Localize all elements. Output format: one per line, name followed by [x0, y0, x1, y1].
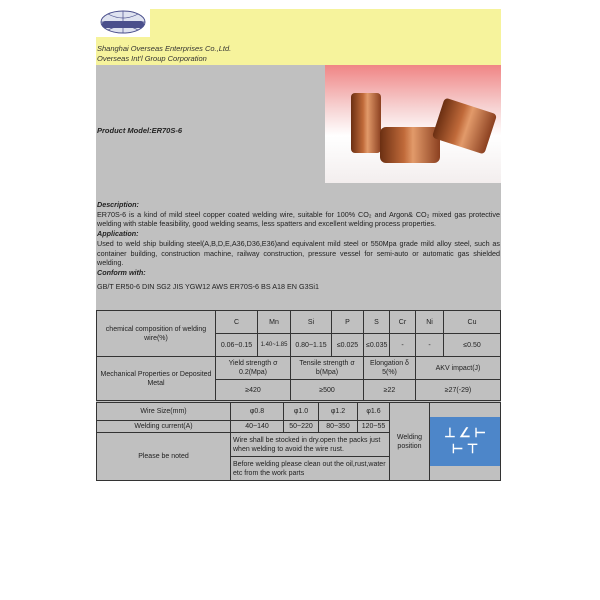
description-section — [97, 200, 500, 291]
mech-header: Tensile strength σ b(Mpa) — [291, 357, 364, 380]
element-value: 1.40~1.85 — [258, 334, 291, 357]
element-header: Si — [291, 311, 332, 334]
description-text: ER70S-6 is a kind of mild steel copper coated welding wire, suitable for 100% CO₂ and Argon& CO₂ mixed gas protective welding with stable feasibility, good welding seams, less spatters and excellent welding process properties. — [97, 209, 500, 229]
element-value: - — [390, 334, 416, 357]
vertical-up-position-icon: ⊢ — [451, 441, 464, 456]
conform-text: GB/T ER50-6 DIN SG2 JIS YGW12 AWS ER70S-6 BS A18 EN G3Si1 — [97, 281, 319, 291]
welding-position-icons — [430, 403, 501, 481]
chemical-composition-table — [96, 310, 501, 401]
wire-size-label: Wire Size(mm) — [97, 403, 231, 421]
mech-header: Yield strength σ 0.2(Mpa) — [216, 357, 291, 380]
welding-current: 80~350 — [319, 421, 358, 433]
welding-current: 40~140 — [231, 421, 284, 433]
company-logo — [96, 9, 150, 37]
welding-position-icon-panel — [430, 417, 500, 466]
overhead-position-icon: ⊤ — [466, 441, 479, 456]
application-text: Used to weld ship building steel(A,B,D,E,A36,D36,E36)and equivalent mild steel or 550Mpa grade mild alloy steel, such as container building, construction machine, railway construction, pressure vessel for semi-auto or automatic gas shielded welding. — [97, 238, 500, 268]
conform-heading: Conform with: — [97, 267, 146, 277]
element-value: 0.80~1.15 — [291, 334, 332, 357]
product-photo — [325, 65, 501, 183]
element-header: Ni — [416, 311, 444, 334]
company-name — [97, 44, 231, 63]
vertical-position-icon: ⊢ — [474, 425, 486, 440]
company-name-line: Overseas Int'l Group Corporation — [97, 53, 207, 63]
note-label: Please be noted — [97, 433, 231, 481]
element-value: 0.06~0.15 — [216, 334, 258, 357]
company-name-line: Shanghai Overseas Enterprises Co.,Ltd. — [97, 44, 232, 53]
wire-size: φ1.6 — [358, 403, 390, 421]
element-header: P — [332, 311, 364, 334]
welding-position-label: Welding position — [390, 403, 430, 481]
element-value: ≤0.025 — [332, 334, 364, 357]
mech-label: Mechanical Properties or Deposited Metal — [97, 357, 216, 401]
product-model: Product Model:ER70S-6 — [97, 126, 183, 135]
mech-header: AKV impact(J) — [416, 357, 501, 380]
chem-label: chemical composition of welding wire(%) — [97, 311, 216, 357]
mech-value: ≥420 — [216, 380, 291, 401]
welding-current: 120~55 — [358, 421, 390, 433]
flat-position-icon: ⊥ — [444, 425, 456, 440]
note-text: Wire shall be stocked in dry.open the packs just when welding to avoid the wire rust. — [231, 433, 390, 457]
welding-current: 50~220 — [284, 421, 319, 433]
mech-header: Elongation δ 5(%) — [364, 357, 416, 380]
element-header: Mn — [258, 311, 291, 334]
mech-value: ≥500 — [291, 380, 364, 401]
horizontal-position-icon: ∠ — [459, 425, 471, 440]
wire-size: φ1.2 — [319, 403, 358, 421]
element-header: S — [364, 311, 390, 334]
welding-current-label: Welding current(A) — [97, 421, 231, 433]
element-header: Cu — [444, 311, 501, 334]
element-value: ≤0.035 — [364, 334, 390, 357]
wire-size: φ0.8 — [231, 403, 284, 421]
content-panel — [96, 65, 501, 480]
element-value: - — [416, 334, 444, 357]
wire-table — [96, 402, 501, 481]
element-header: C — [216, 311, 258, 334]
header-banner — [96, 9, 501, 65]
mech-value: ≥27(-29) — [416, 380, 501, 401]
application-heading: Application: — [97, 229, 139, 239]
element-value: ≤0.50 — [444, 334, 501, 357]
element-header: Cr — [390, 311, 416, 334]
wire-size: φ1.0 — [284, 403, 319, 421]
mech-value: ≥22 — [364, 380, 416, 401]
description-heading: Description: — [97, 200, 139, 209]
note-text: Before welding please clean out the oil,rust,water etc from the work parts — [231, 457, 390, 481]
